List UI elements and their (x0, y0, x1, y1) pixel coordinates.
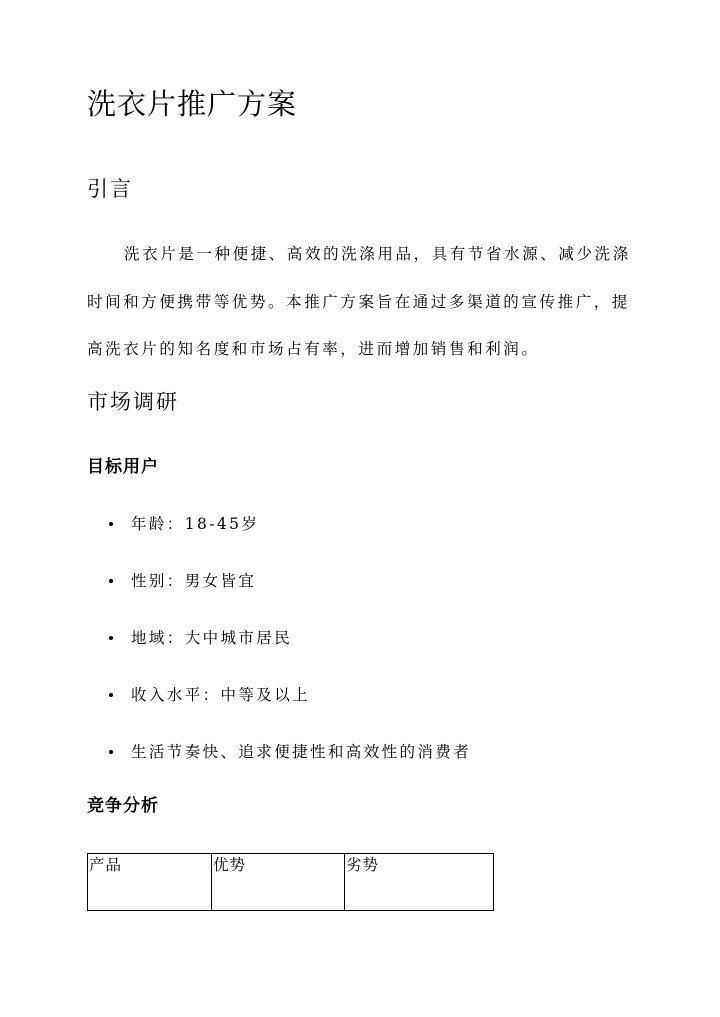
bullet-icon (109, 522, 113, 526)
list-item-text: 性别：男女皆宜 (131, 572, 257, 590)
intro-paragraph: 洗衣片是一种便捷、高效的洗涤用品，具有节省水源、减少洗涤时间和方便携带等优势。本推广方案旨在通过多渠道的宣传推广，提高洗衣片的知名度和市场占有率，进而增加销售和利润。 (87, 245, 631, 358)
competition-heading: 竞争分析 (87, 796, 159, 816)
list-item-text: 收入水平：中等及以上 (131, 686, 311, 704)
document-title: 洗衣片推广方案 (87, 87, 298, 121)
table-header-cell: 产品 (88, 854, 212, 911)
list-item-text: 生活节奏快、追求便捷性和高效性的消费者 (131, 743, 472, 761)
table-header-cell: 优势 (212, 854, 345, 911)
competition-table (87, 853, 494, 911)
bullet-icon (109, 693, 113, 697)
market-research-heading: 市场调研 (87, 390, 179, 414)
intro-heading: 引言 (87, 177, 133, 201)
bullet-icon (109, 636, 113, 640)
bullet-icon (109, 750, 113, 754)
target-users-heading: 目标用户 (87, 457, 159, 477)
table-header-cell: 劣势 (345, 854, 494, 911)
table-header-row (88, 854, 494, 911)
bullet-icon (109, 579, 113, 583)
list-item-text: 年龄：18-45岁 (131, 515, 260, 533)
list-item-text: 地域：大中城市居民 (131, 629, 293, 647)
